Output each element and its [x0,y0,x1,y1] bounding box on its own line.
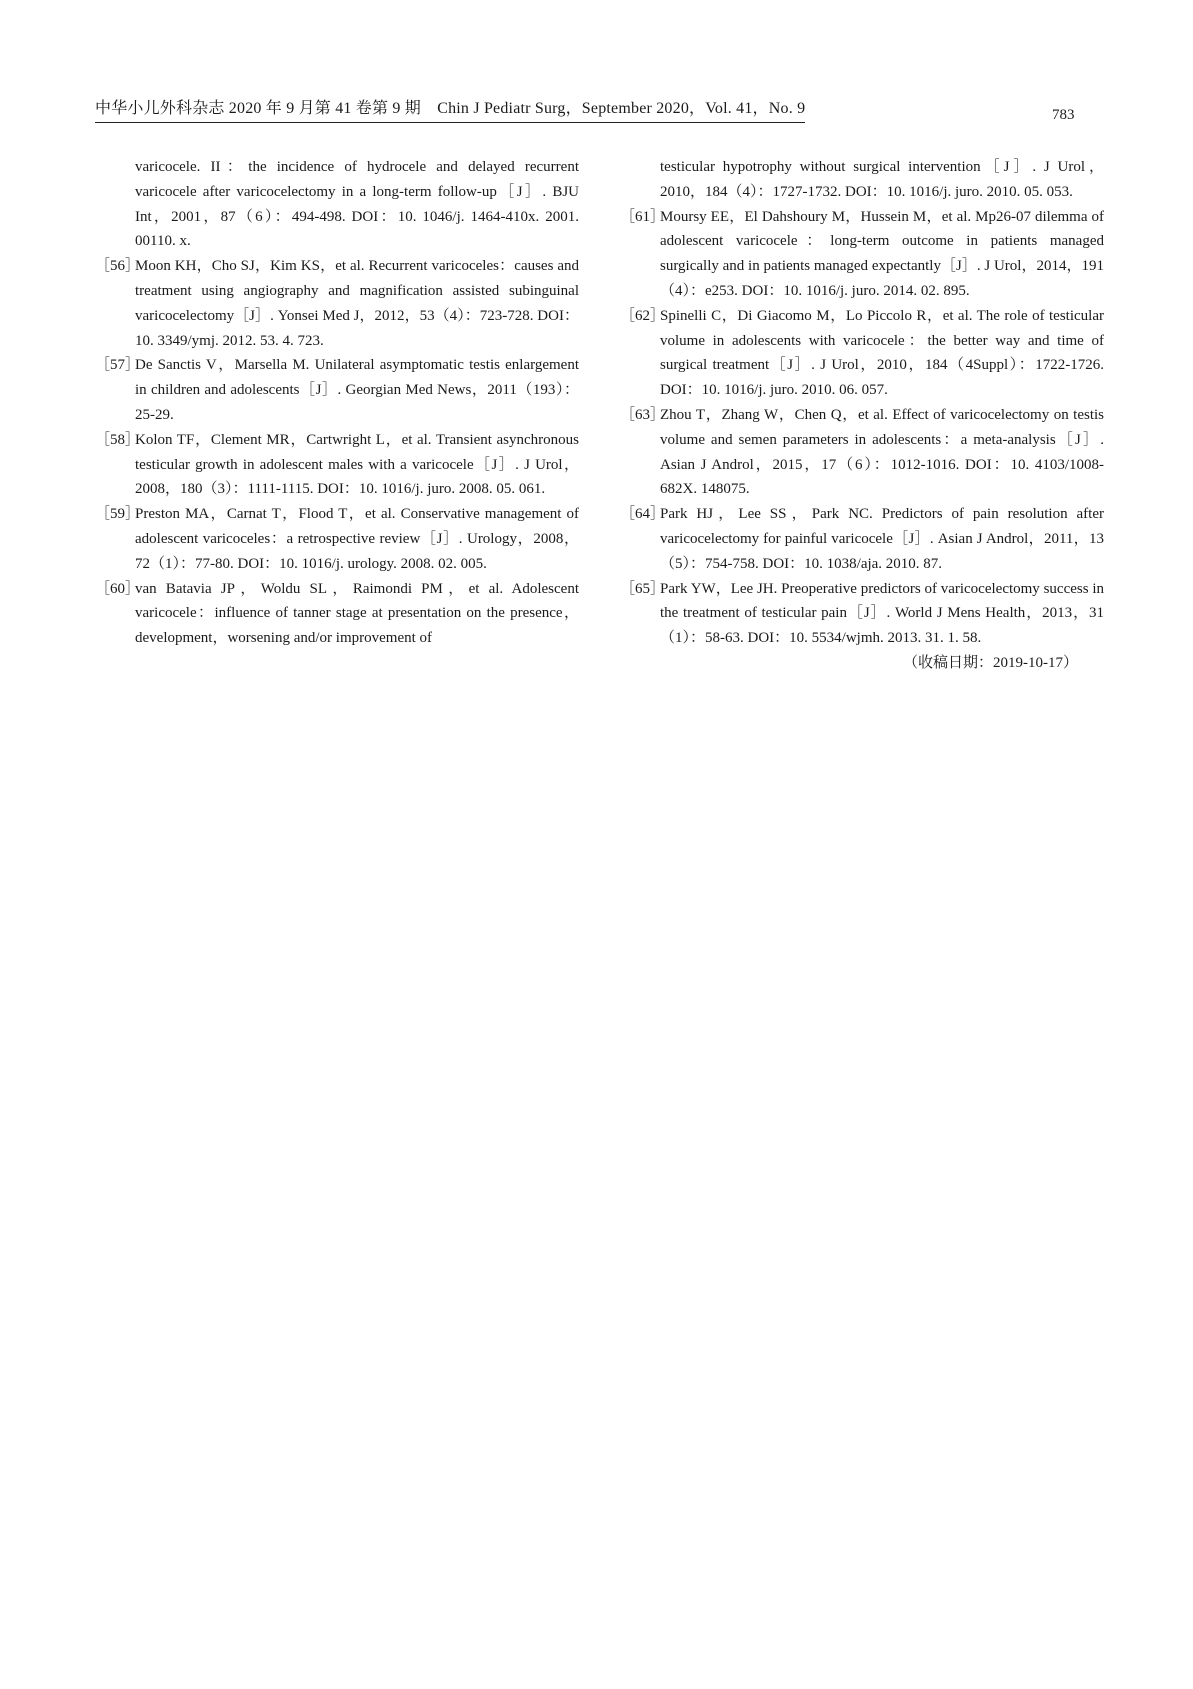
reference-number: ［57］ [95,357,141,374]
reference-text: De Sanctis V，Marsella M. Unilateral asymptomatic testis enlargement in children and adolescents［J］. Georgian Med News，2011（193）：25-29. [135,357,579,423]
left-column [95,155,579,651]
reference-58 [95,428,579,502]
reference-text: van Batavia JP，Woldu SL，Raimondi PM，et al. Adolescent varicocele：influence of tanner stage at presentation on the presence，development，worsening and/or improvement of [135,580,579,647]
reference-number: ［59］ [95,506,141,523]
reference-60 [95,577,579,651]
reference-number: ［60］ [95,580,141,597]
page-number: 783 [1052,107,1075,123]
reference-text: Moon KH，Cho SJ，Kim KS，et al. Recurrent varicoceles：causes and treatment using angiography and magnification assisted subinguinal varicocelectomy［J］. Yonsei Med J，2012，53（4）：723-728. DOI：10. 3349/ymj. 2012. 53. 4. 723. [135,258,579,349]
reference-text: Park HJ，Lee SS，Park NC. Predictors of pain resolution after varicocelectomy for painful varicocele［J］. Asian J Androl，2011，13（5）：754-758. DOI：10. 1038/aja. 2010. 87. [660,506,1104,572]
received-date: （收稿日期：2019-10-17） [903,654,1078,671]
reference-65 [620,577,1104,651]
reference-text: Spinelli C，Di Giacomo M，Lo Piccolo R，et al. The role of testicular volume in adolescents with varicocele：the better way and time of surgical treatment［J］. J Urol，2010，184（4Suppl）：1722-1726. DOI：10. 1016/j. juro. 2010. 06. 057. [660,307,1104,399]
reference-61 [620,205,1104,304]
reference-number: ［65］ [620,580,666,597]
running-header: 中华小儿外科杂志 2020 年 9 月第 41 卷第 9 期 Chin J Pediatr Surg，September 2020，Vol. 41，No. 9 [95,98,805,123]
reference-text: Zhou T，Zhang W，Chen Q，et al. Effect of varicocelectomy on testis volume and semen parameters in adolescents：a meta-analysis［J］. Asian J Androl，2015，17（6）：1012-1016. DOI：10. 4103/1008-682X. 148075. [660,406,1104,498]
right-column [620,155,1104,676]
reference-text: Preston MA，Carnat T，Flood T，et al. Conservative management of adolescent varicoceles：a retrospective review［J］. Urology，2008，72（1）：77-80. DOI：10. 1016/j. urology. 2008. 02. 005. [135,506,579,572]
reference-56 [95,254,579,353]
reference-62 [620,304,1104,403]
reference-number: ［62］ [620,307,666,324]
reference-57 [95,353,579,427]
reference-continuation: testicular hypotrophy without surgical intervention［J］. J Urol，2010，184（4）：1727-1732. DOI：10. 1016/j. juro. 2010. 05. 053. [660,159,1104,200]
reference-text: Moursy EE，El Dahshoury M，Hussein M，et al. Mp26-07 dilemma of adolescent varicocele：long-term outcome in patients managed surgically and in patients managed expectantly［J］. J Urol，2014，191（4）：e253. DOI：10. 1016/j. juro. 2014. 02. 895. [660,208,1104,299]
reference-59 [95,502,579,576]
reference-number: ［56］ [95,258,141,275]
reference-text: Park YW，Lee JH. Preoperative predictors of varicocelectomy success in the treatment of testicular pain［J］. World J Mens Health，2013，31（1）：58-63. DOI：10. 5534/wjmh. 2013. 31. 1. 58. [660,580,1104,647]
reference-number: ［61］ [620,208,666,225]
reference-number: ［64］ [620,506,666,523]
reference-63 [620,403,1104,502]
reference-continuation: varicocele. II：the incidence of hydrocele and delayed recurrent varicocele after varicocelectomy in a long-term follow-up［J］. BJU Int，2001，87（6）：494-498. DOI：10. 1046/j. 1464-410x. 2001. 00110. x. [135,159,579,250]
reference-number: ［63］ [620,406,666,423]
reference-text: Kolon TF，Clement MR，Cartwright L，et al. Transient asynchronous testicular growth in adolescent males with a varicocele［J］. J Urol，2008，180（3）：1111-1115. DOI：10. 1016/j. juro. 2008. 05. 061. [135,431,579,498]
reference-64 [620,502,1104,576]
reference-number: ［58］ [95,431,141,448]
